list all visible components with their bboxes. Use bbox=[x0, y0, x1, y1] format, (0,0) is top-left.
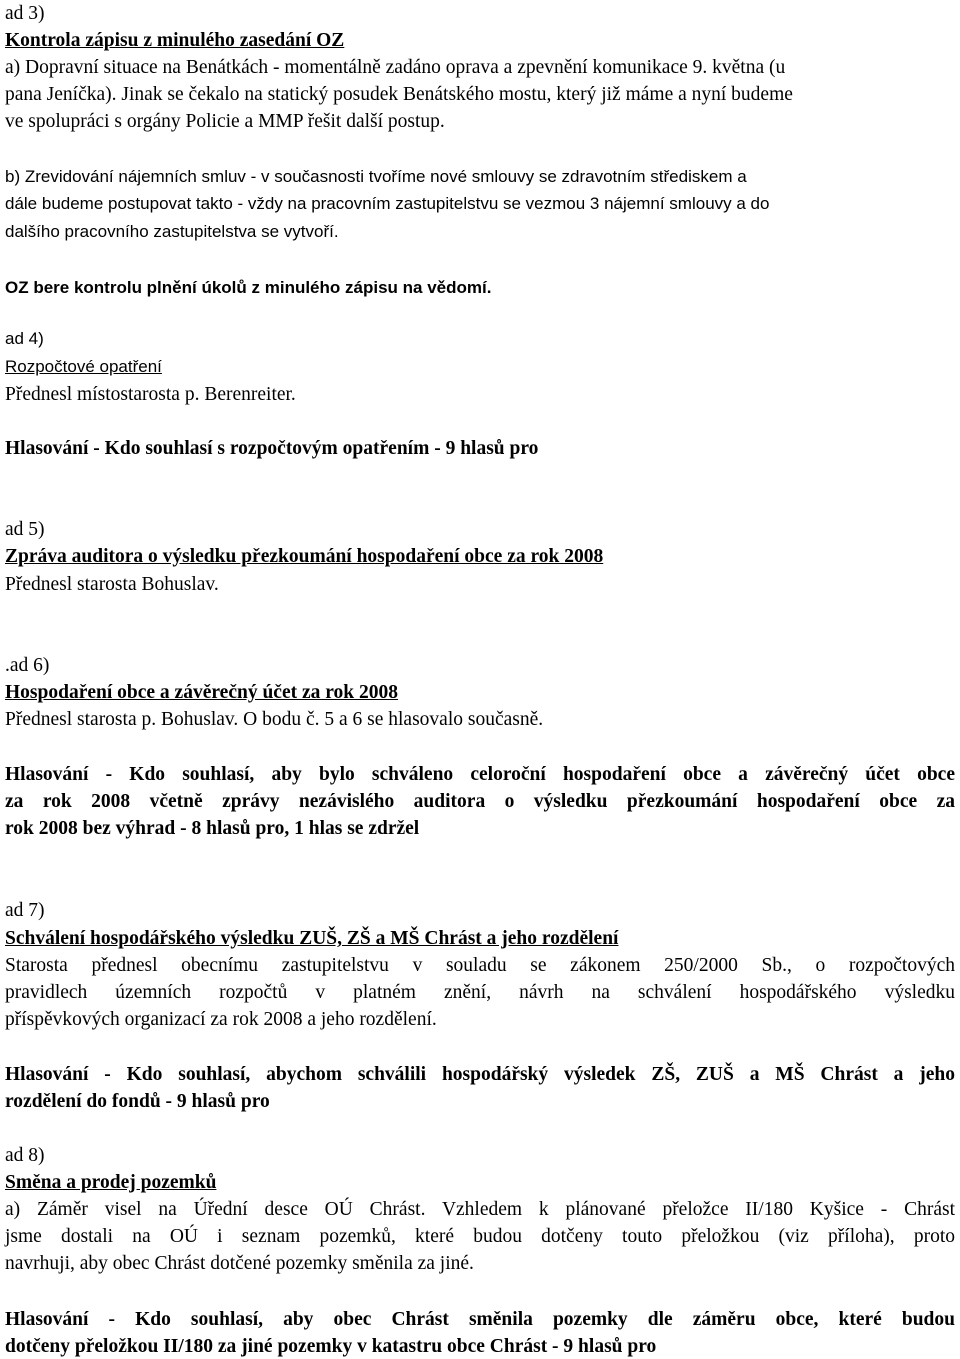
section-8-text-line-2: jsme dostali na OÚ i seznam pozemků, které budou dotčeny touto přeložkou (viz příloha), proto bbox=[5, 1226, 955, 1247]
section-6-number: .ad 6) bbox=[5, 655, 50, 676]
section-3-b-line-1: b) Zrevidování nájemních smluv - v současnosti tvoříme nové smlouvy se zdravotním střediskem a bbox=[5, 167, 747, 186]
section-3-conclusion: OZ bere kontrolu plnění úkolů z minulého zápisu na vědomí. bbox=[5, 278, 492, 297]
section-3-a-line-3: ve spolupráci s orgány Policie a MMP řešit další postup. bbox=[5, 111, 445, 132]
section-7-heading: Schválení hospodářského výsledku ZUŠ, ZŠ a MŠ Chrást a jeho rozdělení bbox=[5, 928, 619, 949]
section-5-heading: Zpráva auditora o výsledku přezkoumání hospodaření obce za rok 2008 bbox=[5, 546, 604, 567]
section-7-number: ad 7) bbox=[5, 900, 45, 921]
section-7-vote-line-2: rozdělení do fondů - 9 hlasů pro bbox=[5, 1091, 270, 1112]
section-8-vote-line-2: dotčeny přeložkou II/180 za jiné pozemky v katastru obce Chrást - 9 hlasů pro bbox=[5, 1336, 657, 1357]
section-8-number: ad 8) bbox=[5, 1145, 45, 1166]
section-3-a-line-1: a) Dopravní situace na Benátkách - momentálně zadáno oprava a zpevnění komunikace 9. května (u bbox=[5, 57, 786, 78]
section-6-vote-line-2: za rok 2008 včetně zprávy nezávislého auditora o výsledku přezkoumání hospodaření obce za bbox=[5, 791, 955, 812]
section-6-vote-line-1: Hlasování - Kdo souhlasí, aby bylo schváleno celoroční hospodaření obce a závěrečný účet obce bbox=[5, 764, 955, 785]
section-4-vote: Hlasování - Kdo souhlasí s rozpočtovým opatřením - 9 hlasů pro bbox=[5, 438, 539, 459]
section-7-text-line-1: Starosta přednesl obecnímu zastupitelstvu v souladu se zákonem 250/2000 Sb., o rozpočtových bbox=[5, 955, 955, 976]
section-4-presenter: Přednesl místostarosta p. Berenreiter. bbox=[5, 384, 296, 405]
section-4-heading: Rozpočtové opatření bbox=[5, 357, 162, 376]
section-7-text-line-3: příspěvkových organizací za rok 2008 a jeho rozdělení. bbox=[5, 1009, 437, 1030]
section-6-vote-line-3: rok 2008 bez výhrad - 8 hlasů pro, 1 hlas se zdržel bbox=[5, 818, 420, 839]
section-3-b-line-3: dalšího pracovního zastupitelstva se vytvoří. bbox=[5, 222, 339, 241]
section-7-vote-line-1: Hlasování - Kdo souhlasí, abychom schválili hospodářský výsledek ZŠ, ZUŠ a MŠ Chrást a jeho bbox=[5, 1064, 955, 1085]
section-5-presenter: Přednesl starosta Bohuslav. bbox=[5, 574, 219, 595]
section-6-presenter: Přednesl starosta p. Bohuslav. O bodu č. 5 a 6 se hlasovalo současně. bbox=[5, 709, 544, 730]
section-7-text-line-2: pravidlech územních rozpočtů v platném znění, návrh na schválení hospodářského výsledku bbox=[5, 982, 955, 1003]
section-8-text-line-3: navrhuji, aby obec Chrást dotčené pozemky směnila za jiné. bbox=[5, 1253, 474, 1274]
section-8-vote-line-1: Hlasování - Kdo souhlasí, aby obec Chrást směnila pozemky dle záměru obce, které budou bbox=[5, 1309, 955, 1330]
section-3-a-line-2: pana Jeníčka). Jinak se čekalo na statický posudek Benátského mostu, který již máme a nyní budeme bbox=[5, 84, 793, 105]
section-3-number: ad 3) bbox=[5, 3, 45, 24]
section-8-heading: Směna a prodej pozemků bbox=[5, 1172, 217, 1193]
section-3-heading: Kontrola zápisu z minulého zasedání OZ bbox=[5, 30, 345, 51]
section-6-heading: Hospodaření obce a závěrečný účet za rok 2008 bbox=[5, 682, 399, 703]
section-4-number: ad 4) bbox=[5, 329, 44, 348]
section-8-text-line-1: a) Záměr visel na Úřední desce OÚ Chrást. Vzhledem k plánované přeložce II/180 Kyšice - Chrást bbox=[5, 1199, 955, 1220]
section-5-number: ad 5) bbox=[5, 519, 45, 540]
section-3-b-line-2: dále budeme postupovat takto - vždy na pracovním zastupitelstvu se vezmou 3 nájemní smlouvy a do bbox=[5, 194, 770, 213]
